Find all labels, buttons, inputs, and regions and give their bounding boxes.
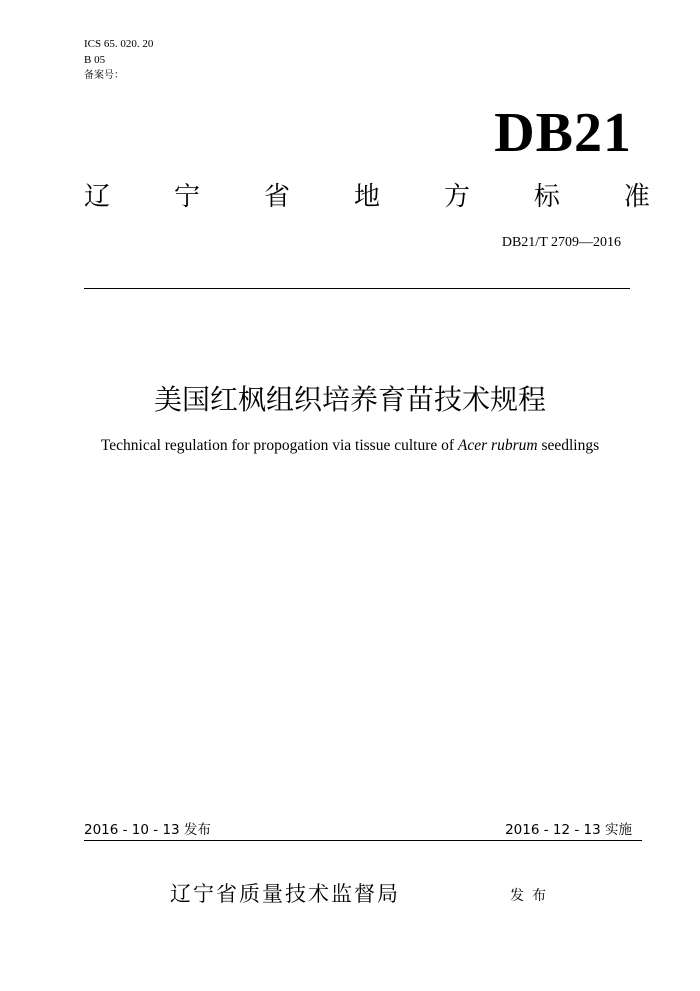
title-english-part: Technical regulation for propogation via tissue culture of: [100, 437, 458, 454]
implementation-date: 2016 - 12 - 13 实施: [505, 822, 632, 838]
standard-kind-char: 省: [263, 182, 290, 212]
issue-date: 2016 - 10 - 13 发布: [84, 822, 211, 838]
top-divider: [84, 288, 630, 289]
issue-label: 发布: [510, 888, 554, 904]
ics-code: ICS 65. 020. 20: [84, 38, 154, 50]
standard-kind: [84, 180, 650, 214]
title-chinese: 美国红枫组织培养育苗技术规程: [153, 383, 546, 416]
standard-kind-char: 方: [443, 182, 470, 212]
standard-number: DB21/T 2709—2016: [501, 235, 621, 250]
title-english: [0, 436, 700, 456]
standard-kind-char: 准: [623, 182, 650, 212]
standard-kind-char: 辽: [84, 182, 111, 212]
standard-logo: DB21: [494, 102, 632, 164]
title-english-species: Acer rubrum: [457, 437, 538, 454]
standard-kind-char: 标: [533, 182, 560, 212]
registration-number: 备案号：: [84, 70, 124, 81]
standard-kind-char: 宁: [173, 182, 200, 212]
ccs-code: B 05: [84, 54, 106, 66]
bottom-divider: [84, 840, 642, 841]
issuing-authority: 辽宁省质量技术监督局: [170, 882, 400, 906]
title-english-part: seedlings: [537, 437, 600, 454]
standard-kind-char: 地: [353, 182, 380, 212]
